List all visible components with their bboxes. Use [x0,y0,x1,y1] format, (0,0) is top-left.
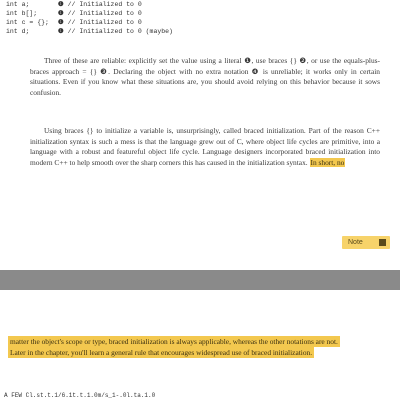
paragraph-text: Three of these are reliable: explicitly set the value using a literal ❶, use braces {} ❷, or use the equals-plus-braces approach = {} ❸. Declaring the object with no extra notation ❹ is unreliable; it works only in certain situations. Even if you know what these situations are, you should avoid relying on this behavior because it sows confusion. [30,56,380,97]
annotation-note-button[interactable] [342,236,390,249]
cut-off-text-line: A FEW Cl.st.t.1/6.1t.t.1.0m/s_1-.0l.ta.1.0 [4,392,156,399]
code-comment: // Initialized to 0 [67,1,142,8]
body-paragraph [30,126,380,168]
code-comment: // Initialized to 0 [67,10,142,17]
highlight-text: matter the object's scope or type, braced initialization is always applicable, whereas the other notations are not. Later in the chapter, you'll learn a general rule that encourages widespread use of braced initialization. [10,337,338,357]
text-highlight[interactable]: In short, no [310,157,345,167]
document-page-bottom [0,290,400,400]
code-comment: // Initialized to 0 [67,19,142,26]
code-line [6,9,142,18]
code-declaration: int b[]; [6,10,38,17]
note-icon [379,239,386,246]
callout-bullet-icon: ❶ [57,28,64,35]
highlighted-passage[interactable] [8,336,352,358]
paragraph-text: Using braces {} to initialize a variable is, unsurprisingly, called braced initialization. Part of the reason C++ initialization syntax is such a mess is that the language grew out of C, where object life cycles are primitive, into a language with a robust and featureful object life cycle. Language designers incorporated braced initialization into modern C++ to help smooth over the sharp corners this has caused in the initialization syntax. [30,126,380,167]
code-comment: // Initialized to 0 (maybe) [67,28,173,35]
callout-bullet-icon: ❶ [57,10,64,17]
code-declaration: int a; [6,1,30,8]
code-declaration: int c = {}; [6,19,49,26]
body-paragraph [30,56,380,98]
page-divider [0,270,400,290]
code-line [6,0,142,9]
callout-bullet-icon: ❶ [57,19,64,26]
code-line [6,18,142,27]
note-label: Note [348,239,363,246]
code-declaration: int d; [6,28,30,35]
code-line [6,27,173,36]
callout-bullet-icon: ❶ [57,1,64,8]
